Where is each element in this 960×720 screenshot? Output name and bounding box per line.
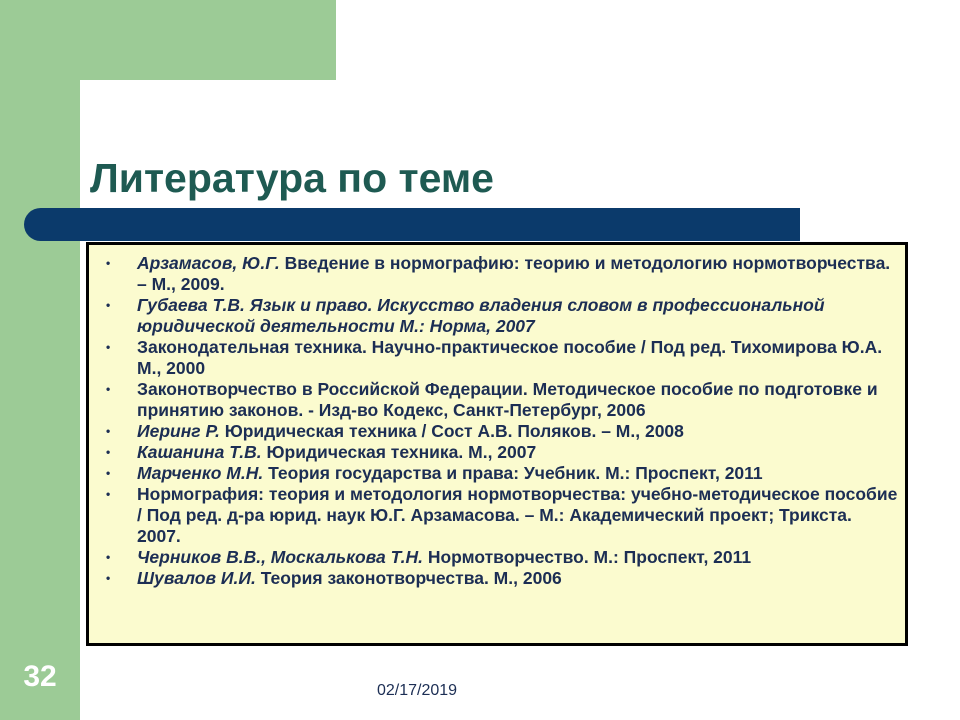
bullet-icon: • — [106, 340, 111, 354]
reference-item — [99, 442, 899, 463]
reference-author: Черников В.В., Москалькова Т.Н. — [137, 547, 423, 567]
reference-author: Иеринг Р. — [137, 421, 220, 441]
reference-item — [99, 568, 899, 589]
bullet-icon: • — [106, 298, 111, 312]
bullet-icon: • — [106, 424, 111, 438]
slide-title: Литература по теме — [90, 155, 494, 201]
bullet-icon: • — [106, 487, 111, 501]
top-green-block — [80, 0, 336, 80]
reference-text: Нормография: теория и методология нормотворчества: учебно-методическое пособие / Под ред. д-ра юрид. наук Ю.Г. Арзамасова. – М.: Академический проект; Трикста. 2007. — [137, 484, 898, 546]
reference-item — [99, 463, 899, 484]
white-rounded-corner — [80, 80, 150, 150]
reference-text: Юридическая техника / Сост А.В. Поляков. – М., 2008 — [219, 421, 684, 441]
left-green-strip — [0, 0, 80, 720]
references-list — [99, 253, 899, 589]
reference-text: Законодательная техника. Научно-практическое пособие / Под ред. Тихомирова Ю.А. М., 2000 — [137, 337, 883, 378]
bullet-icon: • — [106, 445, 111, 459]
reference-author: Кашанина Т.В. — [137, 442, 262, 462]
bullet-icon: • — [106, 382, 111, 396]
reference-text: Введение в нормографию: теорию и методологию нормотворчества. – М., 2009. — [137, 253, 891, 294]
reference-item — [99, 253, 899, 295]
reference-item — [99, 547, 899, 568]
reference-author: Губаева Т.В. Язык и право. Искусство владения словом в профессиональной юридической деятельности М.: Норма, 2007 — [137, 295, 825, 336]
reference-text: Законотворчество в Российской Федерации. Методическое пособие по подготовке и принятию законов. - Изд-во Кодекс, Санкт-Петербург, 2006 — [137, 379, 878, 420]
reference-text: Нормотворчество. М.: Проспект, 2011 — [422, 547, 752, 567]
reference-author: Арзамасов, Ю.Г. — [137, 253, 280, 273]
reference-item — [99, 484, 899, 547]
reference-text: Теория государства и права: Учебник. М.: Проспект, 2011 — [263, 463, 763, 483]
bullet-icon: • — [106, 571, 111, 585]
reference-item — [99, 295, 899, 337]
reference-text: Юридическая техника. М., 2007 — [261, 442, 537, 462]
reference-item — [99, 379, 899, 421]
reference-author: Марченко М.Н. — [137, 463, 264, 483]
slide-date: 02/17/2019 — [377, 682, 458, 699]
bullet-icon: • — [106, 550, 111, 564]
bullet-icon: • — [106, 466, 111, 480]
references-box — [86, 242, 908, 646]
reference-author: Шувалов И.И. — [137, 568, 256, 588]
slide-number: 32 — [23, 660, 57, 693]
reference-item — [99, 337, 899, 379]
reference-text: Теория законотворчества. М., 2006 — [255, 568, 562, 588]
reference-item — [99, 421, 899, 442]
bullet-icon: • — [106, 256, 111, 270]
title-underline-bar — [24, 208, 800, 241]
